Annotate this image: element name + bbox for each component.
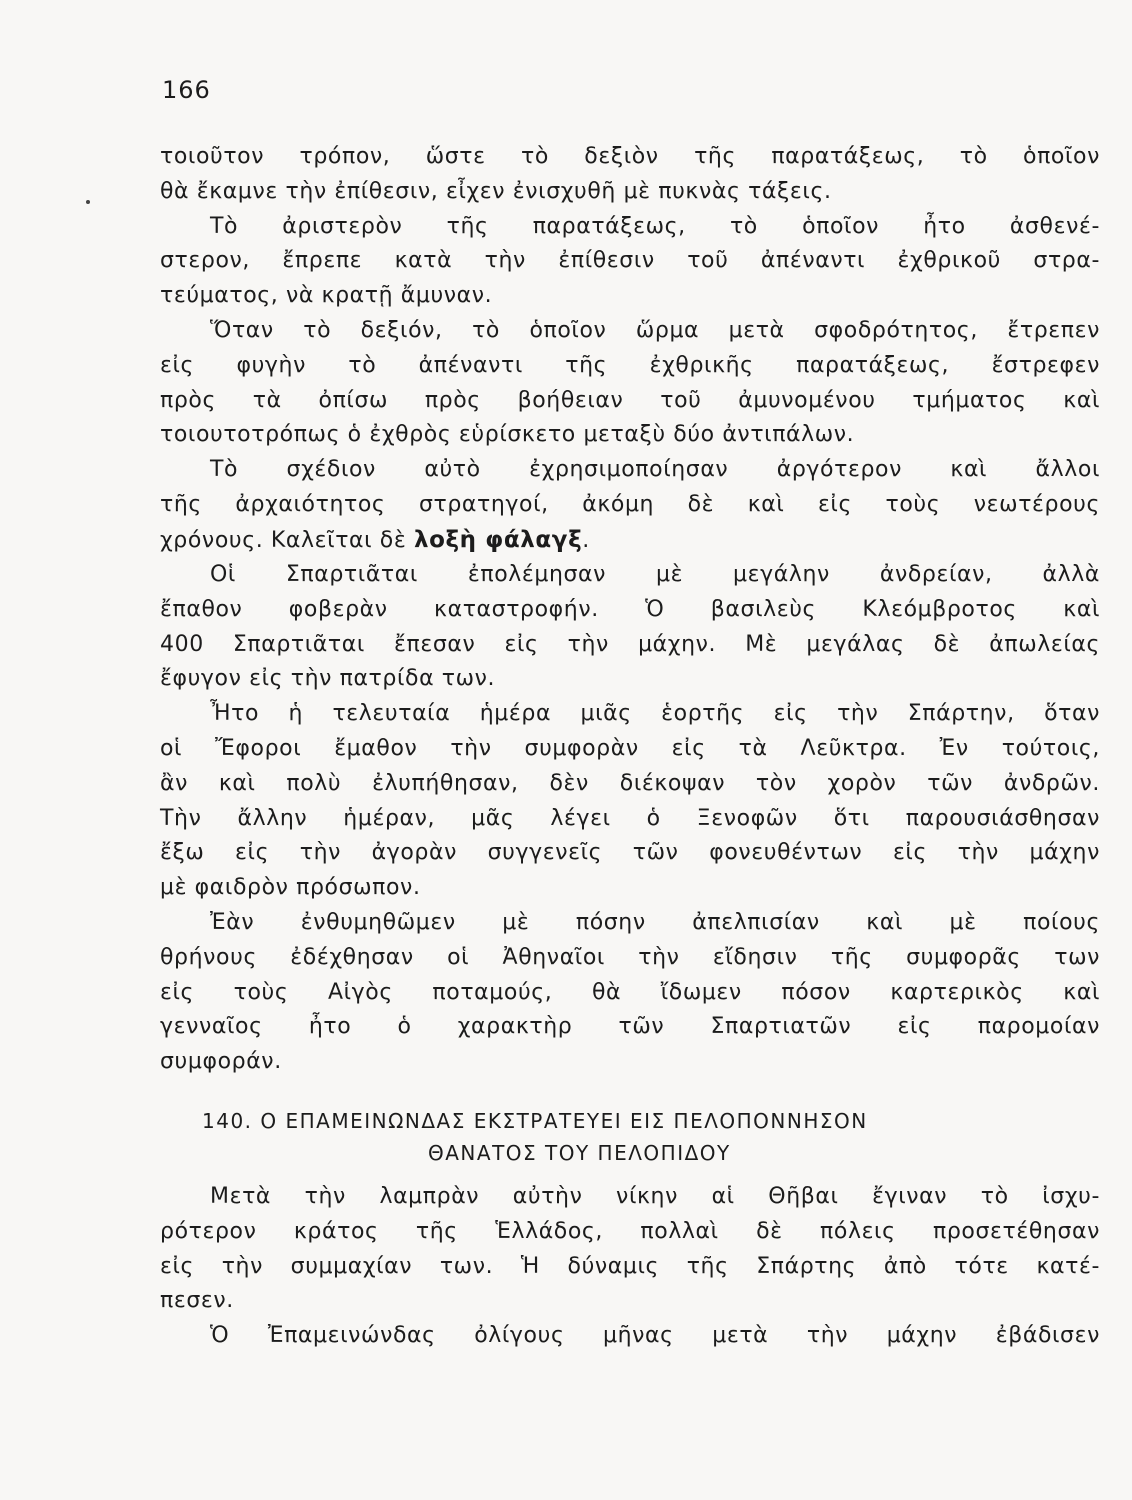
text-line: εἰς τὴν συμμαχίαν των. Ἡ δύναμις τῆς Σπάρτης ἀπὸ τότε κατέ- [160, 1253, 1100, 1279]
text-line: 400 Σπαρτιᾶται ἔπεσαν εἰς τὴν μάχην. Μὲ μεγάλας δὲ ἀπωλείας [160, 631, 1100, 657]
text-line: μὲ φαιδρὸν πρόσωπον. [160, 875, 421, 901]
text-line: Ἐὰν ἐνθυμηθῶμεν μὲ πόσην ἀπελπισίαν καὶ μὲ ποίους [210, 909, 1100, 935]
text-line: εἰς φυγὴν τὸ ἀπέναντι τῆς ἐχθρικῆς παρατάξεως, ἔστρεφεν [160, 352, 1100, 378]
margin-dot [86, 200, 90, 204]
text-line: Τὴν ἄλλην ἡμέραν, μᾶς λέγει ὁ Ξενοφῶν ὅτι παρουσιάσθησαν [160, 805, 1100, 831]
emphasized-term: λοξὴ φάλαγξ [413, 526, 583, 553]
page-number: 166 [162, 76, 211, 104]
body-text-block-2 [160, 558, 1100, 1080]
text-line: πεσεν. [160, 1288, 234, 1314]
text-line: θρήνους ἐδέχθησαν οἱ Ἀθηναῖοι τὴν εἴδησιν τῆς συμφορᾶς των [160, 944, 1100, 970]
text-line: τεύματος, νὰ κρατῇ ἄμυναν. [160, 283, 493, 309]
heading-line-1: 140. Ο ΕΠΑΜΕΙΝΩΝΔΑΣ ΕΚΣΤΡΑΤΕΥΕΙ ΕΙΣ ΠΕΛΟΠΟΝΝΗΣΟΝ [202, 1109, 868, 1133]
text-line: Ὅταν τὸ δεξιόν, τὸ ὁποῖον ὥρμα μετὰ σφοδρότητος, ἔτρεπεν [210, 317, 1100, 343]
text-line: ἔφυγον εἰς τὴν πατρίδα των. [160, 666, 496, 692]
text-line: τοιοῦτον τρόπον, ὥστε τὸ δεξιὸν τῆς παρατάξεως, τὸ ὁποῖον [160, 144, 1100, 169]
text-run: χρόνους. Καλεῖται δὲ [160, 527, 414, 553]
text-line [160, 523, 1100, 558]
heading-line-2: ΘΑΝΑΤΟΣ ΤΟΥ ΠΕΛΟΠΙΔΟΥ [428, 1141, 731, 1165]
text-line: εἰς τοὺς Αἰγὸς ποταμούς, θὰ ἴδωμεν πόσον καρτερικὸς καὶ [160, 979, 1100, 1005]
text-line: Τὸ σχέδιον αὐτὸ ἐχρησιμοποίησαν ἀργότερον καὶ ἄλλοι [210, 457, 1100, 483]
text-line: Τὸ ἀριστερὸν τῆς παρατάξεως, τὸ ὁποῖον ἦτο ἀσθενέ- [210, 213, 1100, 239]
text-line: γενναῖος ἦτο ὁ χαρακτὴρ τῶν Σπαρτιατῶν εἰς παρομοίαν [160, 1014, 1100, 1040]
body-text-block-3 [160, 1180, 1100, 1354]
text-line: στερον, ἔπρεπε κατὰ τὴν ἐπίθεσιν τοῦ ἀπέναντι ἐχθρικοῦ στρα- [160, 248, 1100, 274]
text-line: τοιουτοτρόπως ὁ ἐχθρὸς εὑρίσκετο μεταξὺ δύο ἀντιπάλων. [160, 422, 855, 448]
section-heading [160, 1105, 1100, 1169]
text-run: . [582, 527, 590, 553]
text-line: ἂν καὶ πολὺ ἐλυπήθησαν, δὲν διέκοψαν τὸν χορὸν τῶν ἀνδρῶν. [160, 770, 1100, 796]
text-line: Ἦτο ἡ τελευταία ἡμέρα μιᾶς ἑορτῆς εἰς τὴν Σπάρτην, ὅταν [210, 701, 1100, 727]
text-line: συμφοράν. [160, 1049, 282, 1075]
text-line: οἱ Ἔφοροι ἔμαθον τὴν συμφορὰν εἰς τὰ Λεῦκτρα. Ἐν τούτοις, [160, 735, 1100, 761]
text-line: Μετὰ τὴν λαμπρὰν αὐτὴν νίκην αἱ Θῆβαι ἔγιναν τὸ ἰσχυ- [210, 1184, 1100, 1209]
text-line: ρότερον κράτος τῆς Ἑλλάδος, πολλαὶ δὲ πόλεις προσετέθησαν [160, 1218, 1100, 1244]
text-line: τῆς ἀρχαιότητος στρατηγοί, ἀκόμη δὲ καὶ εἰς τοὺς νεωτέρους [160, 491, 1100, 517]
text-line: θὰ ἔκαμνε τὴν ἐπίθεσιν, εἶχεν ἐνισχυθῆ μὲ πυκνὰς τάξεις. [160, 178, 832, 204]
text-line: πρὸς τὰ ὀπίσω πρὸς βοήθειαν τοῦ ἀμυνομένου τμήματος καὶ [160, 387, 1100, 413]
text-line: Οἱ Σπαρτιᾶται ἐπολέμησαν μὲ μεγάλην ἀνδρείαν, ἀλλὰ [210, 562, 1100, 587]
text-line: Ὁ Ἐπαμεινώνδας ὀλίγους μῆνας μετὰ τὴν μάχην ἐβάδισεν [210, 1323, 1100, 1349]
body-text-block-1 [160, 140, 1100, 558]
text-line: ἔξω εἰς τὴν ἀγορὰν συγγενεῖς τῶν φονευθέντων εἰς τὴν μάχην [160, 840, 1100, 866]
text-line: ἔπαθον φοβερὰν καταστροφήν. Ὁ βασιλεὺς Κλεόμβροτος καὶ [160, 596, 1100, 622]
